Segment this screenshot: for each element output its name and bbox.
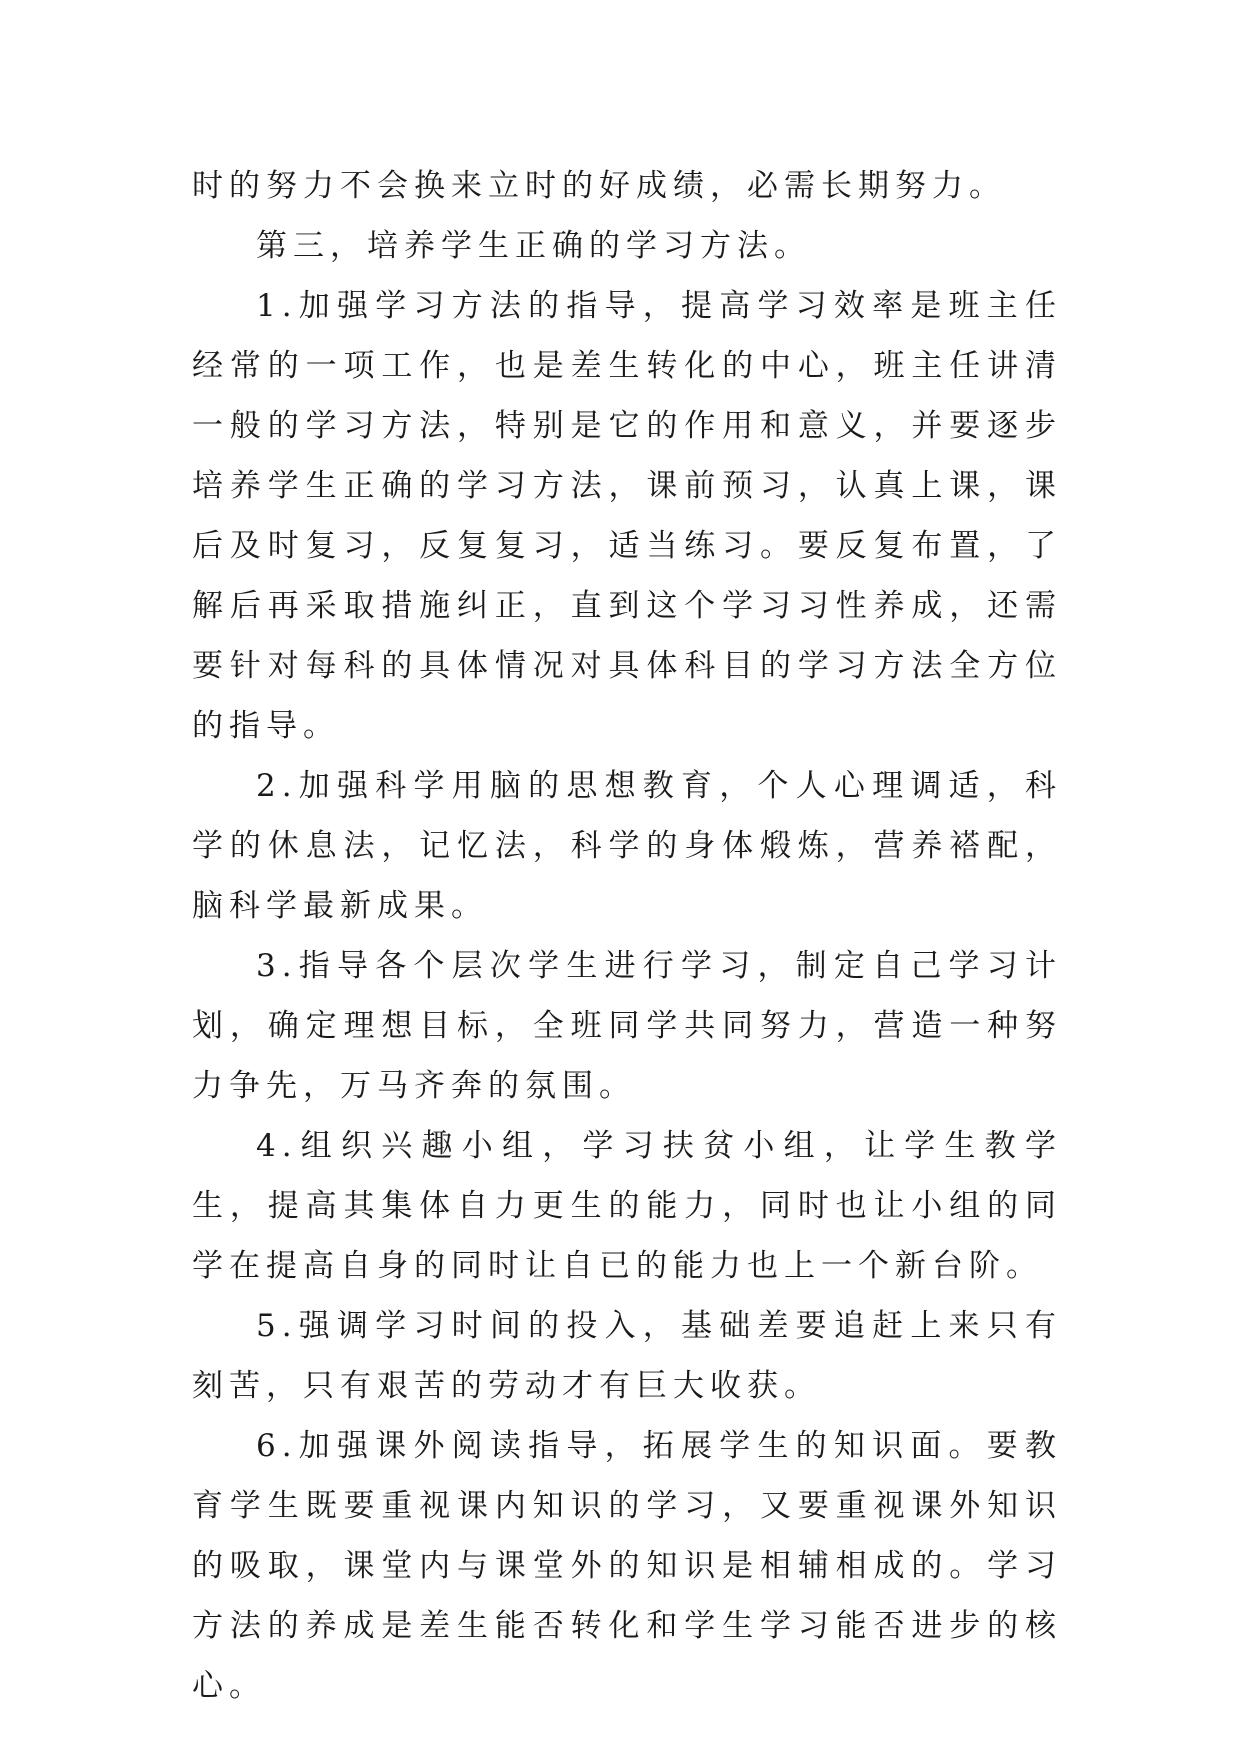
paragraph-item-5: 5.强调学习时间的投入，基础差要追赶上来只有刻苦，只有艰苦的劳动才有巨大收获。	[192, 1308, 1062, 1404]
paragraph-item-1: 1.加强学习方法的指导，提高学习效率是班主任经常的一项工作，也是差生转化的中心，班主任讲清一般的学习方法，特别是它的作用和意义，并要逐步培养学生正确的学习方法，课前预习，认真上课，课后及时复习，反复复习，适当练习。要反复布置，了解后再采取措施纠正，直到这个学习习性养成，还需要针对每科的具体情况对具体科目的学习方法全方位的指导。	[192, 288, 1062, 744]
document-body	[192, 156, 1062, 1716]
paragraph-continuation: 时的努力不会换来立时的好成绩，必需长期努力。	[192, 168, 1006, 204]
paragraph-item-6: 6.加强课外阅读指导，拓展学生的知识面。要教育学生既要重视课内知识的学习，又要重视课外知识的吸取，课堂内与课堂外的知识是相辅相成的。学习方法的养成是差生能否转化和学生学习能否进步的核心。	[192, 1428, 1062, 1704]
paragraph-item-3: 3.指导各个层次学生进行学习，制定自己学习计划，确定理想目标，全班同学共同努力，营造一种努力争先，万马齐奔的氛围。	[192, 948, 1062, 1104]
paragraph-section-heading: 第三，培养学生正确的学习方法。	[256, 228, 811, 264]
paragraph-item-4: 4.组织兴趣小组，学习扶贫小组，让学生教学生，提高其集体自力更生的能力，同时也让小组的同学在提高自身的同时让自已的能力也上一个新台阶。	[192, 1128, 1062, 1284]
paragraph-item-2: 2.加强科学用脑的思想教育，个人心理调适，科学的休息法，记忆法，科学的身体煅炼，营养褡配，脑科学最新成果。	[192, 768, 1062, 924]
